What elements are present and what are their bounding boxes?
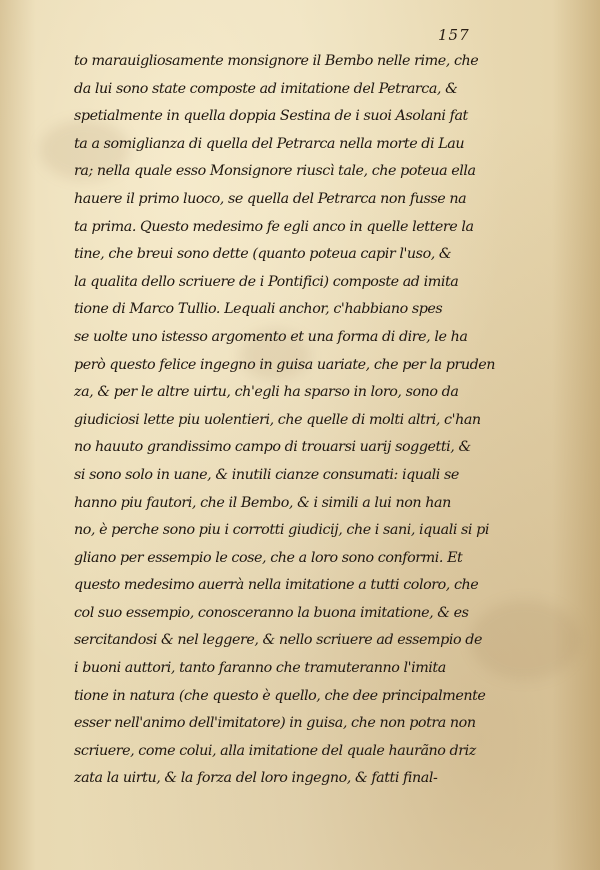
text-line: no, è perche sono piu i corrotti giudicij, che i sani, iquali si pi: [74, 522, 489, 539]
text-line: giudiciosi lette piu uolentieri, che quelle di molti altri, c'han: [74, 411, 481, 428]
body-text: [74, 48, 514, 793]
text-line: tine, che breui sono dette (quanto poteua capir l'uso, &: [74, 246, 452, 263]
text-line: zata la uirtu, & la forza del loro ingegno, & fatti final-: [74, 770, 438, 787]
text-line: hauere il primo luoco, se quella del Petrarca non fusse na: [74, 190, 467, 207]
text-line: esser nell'animo dell'imitatore) in guisa, che non potra non: [74, 715, 476, 732]
text-line: scriuere, come colui, alla imitatione del quale haurãno driz: [74, 742, 476, 759]
page-number: 157: [438, 26, 470, 44]
text-line: ta a somiglianza di quella del Petrarca nella morte di Lau: [74, 135, 465, 152]
text-line: da lui sono state composte ad imitatione del Petrarca, &: [74, 80, 458, 97]
text-line: tione in natura (che questo è quello, che dee principalmente: [74, 687, 486, 704]
text-line: sercitandosi & nel leggere, & nello scriuere ad essempio de: [74, 632, 482, 649]
text-line: però questo felice ingegno in guisa uariate, che per la pruden: [74, 356, 496, 373]
text-line: tione di Marco Tullio. Lequali anchor, c'habbiano spes: [74, 301, 443, 318]
text-line: si sono solo in uane, & inutili cianze consumati: iquali se: [74, 466, 459, 483]
text-line: col suo essempio, conosceranno la buona imitatione, & es: [74, 604, 469, 621]
text-line: gliano per essempio le cose, che a loro sono conformi. Et: [74, 549, 463, 566]
text-line: i buoni auttori, tanto faranno che tramuteranno l'imita: [74, 660, 446, 677]
text-line: ra; nella quale esso Monsignore riuscì tale, che poteua ella: [74, 163, 476, 180]
text-line: spetialmente in quella doppia Sestina de i suoi Asolani fat: [74, 108, 468, 125]
text-line: to marauigliosamente monsignore il Bembo nelle rime, che: [74, 53, 479, 69]
text-line: ta prima. Questo medesimo fe egli anco in quelle lettere la: [74, 218, 474, 235]
text-line: se uolte uno istesso argomento et una forma di dire, le ha: [74, 328, 468, 345]
text-line: no hauuto grandissimo campo di trouarsi uarij soggetti, &: [74, 439, 471, 456]
text-line: hanno piu fautori, che il Bembo, & i simili a lui non han: [74, 494, 451, 511]
text-line: la qualita dello scriuere de i Pontifici) composte ad imita: [74, 273, 459, 290]
text-line: za, & per le altre uirtu, ch'egli ha sparso in loro, sono da: [74, 384, 459, 401]
text-line: questo medesimo auerrà nella imitatione a tutti coloro, che: [74, 577, 479, 594]
